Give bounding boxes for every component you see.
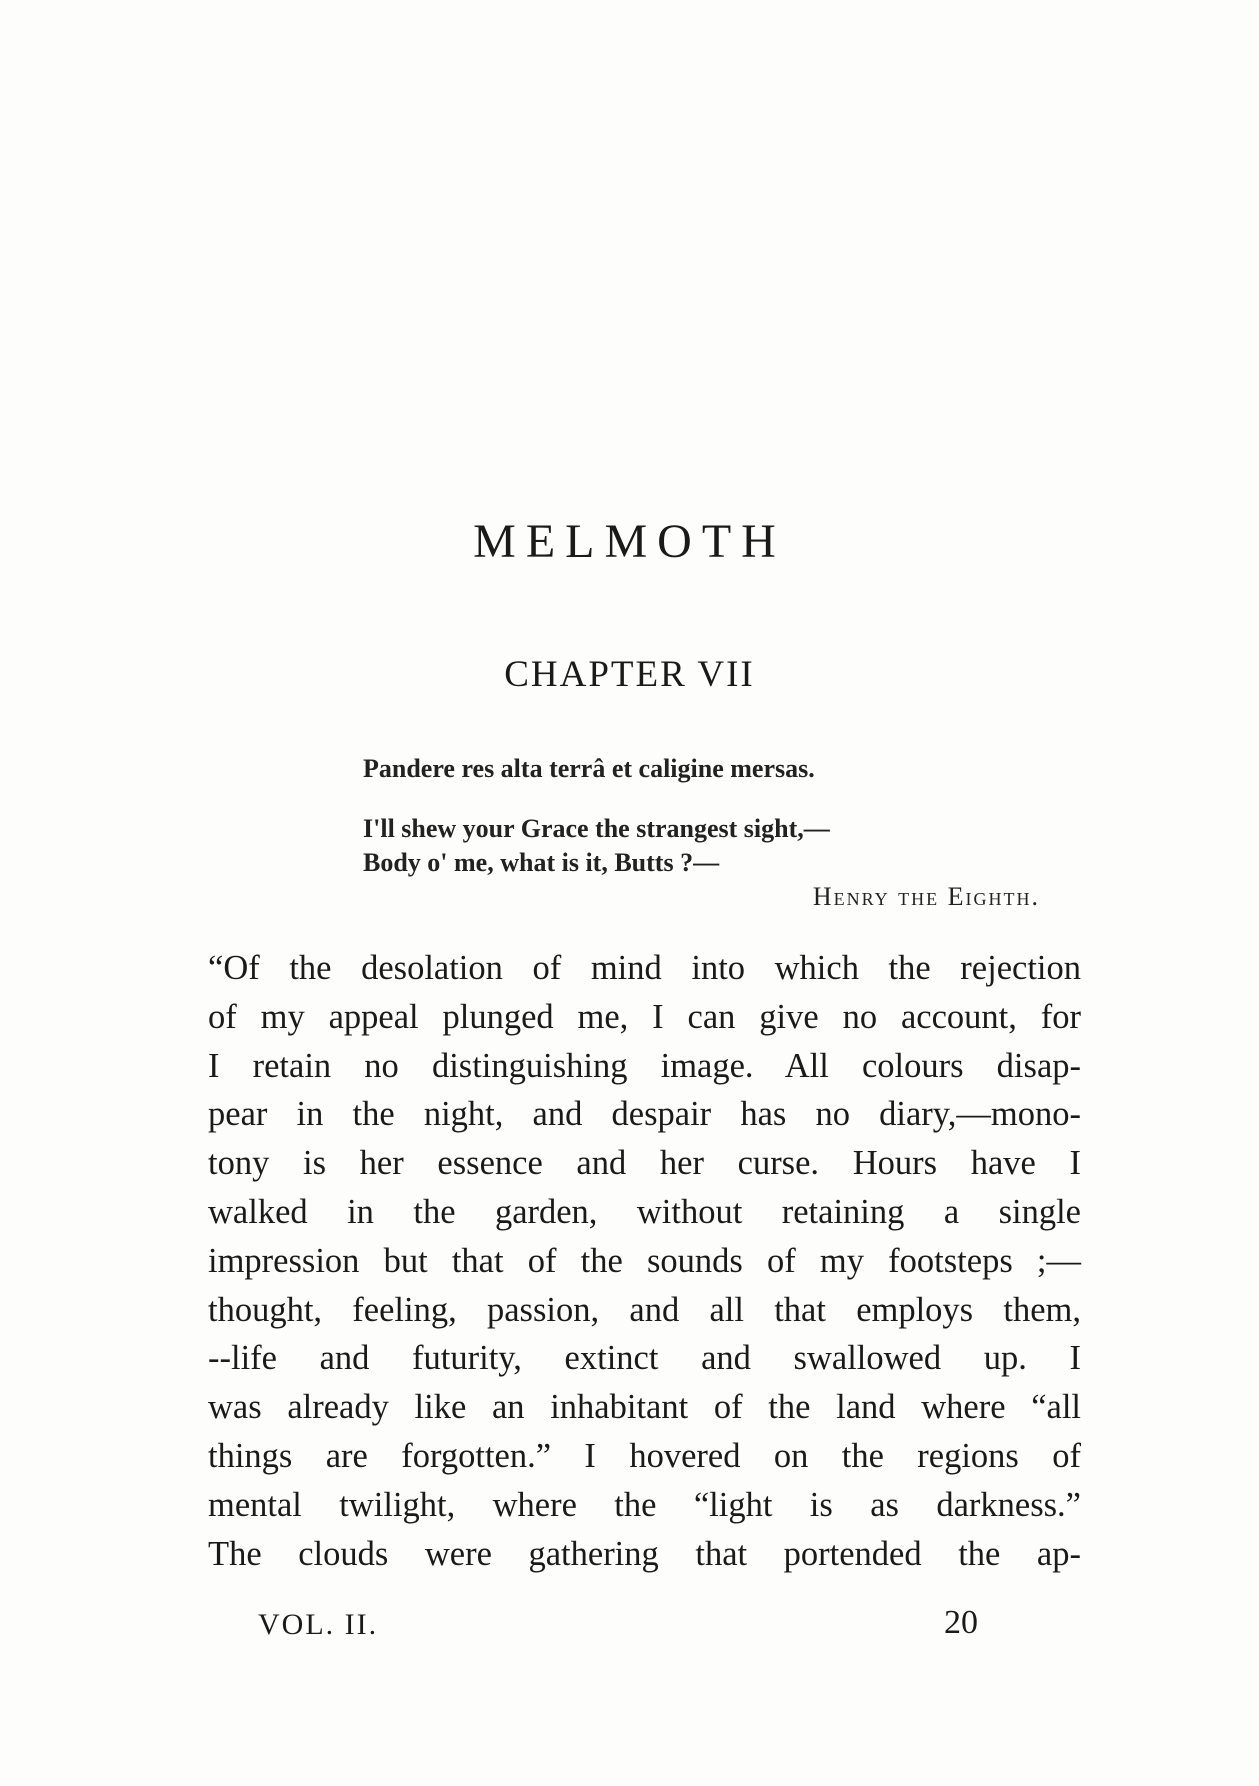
epigraph-attribution: Henry the Eighth. — [812, 882, 1040, 911]
text-line: things are forgotten.” I hovered on the regions of — [208, 1436, 1081, 1475]
body-text — [208, 944, 1081, 1578]
text-line: was already like an inhabitant of the land where “all — [208, 1388, 1081, 1427]
volume-signature: VOL. II. — [258, 1608, 379, 1641]
text-line: of my appeal plunged me, I can give no account, for — [208, 997, 1081, 1036]
text-line: I retain no distinguishing image. All colours disap- — [208, 1046, 1081, 1085]
page-number: 20 — [944, 1604, 978, 1641]
text-line: mental twilight, where the “light is as darkness.” — [208, 1485, 1081, 1524]
epigraph-verse-line: I'll shew your Grace the strangest sight,— — [363, 814, 830, 843]
page-footer — [258, 1604, 978, 1652]
text-line: The clouds were gathering that portended the ap- — [208, 1534, 1081, 1573]
epigraph — [363, 752, 1043, 914]
epigraph-verse-line: Body o' me, what is it, Butts ?— — [363, 848, 720, 877]
text-line: pear in the night, and despair has no diary,—mono- — [208, 1095, 1081, 1134]
text-line: walked in the garden, without retaining a single — [208, 1192, 1081, 1231]
text-line: --life and futurity, extinct and swallowed up. I — [208, 1339, 1081, 1378]
epigraph-latin: Pandere res alta terrâ et caligine mersas. — [363, 754, 815, 783]
text-line: “Of the desolation of mind into which the rejection — [208, 949, 1081, 987]
text-line: thought, feeling, passion, and all that employs them, — [208, 1290, 1081, 1329]
text-line: impression but that of the sounds of my footsteps ;— — [208, 1241, 1081, 1280]
chapter-heading: CHAPTER VII — [504, 654, 755, 695]
text-line: tony is her essence and her curse. Hours have I — [208, 1144, 1081, 1183]
book-title: MELMOTH — [473, 515, 786, 568]
